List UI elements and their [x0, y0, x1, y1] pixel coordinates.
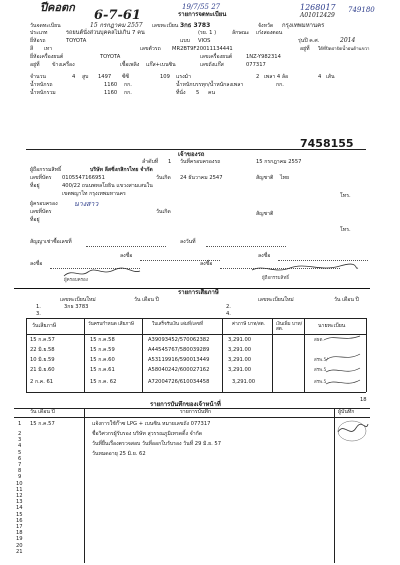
holder-addr-value: 400/22 ถนนพหลโยธิน แขวงสามเสนใน [62, 183, 153, 189]
possess-value: 15 กรกฎาคม 2557 [256, 159, 302, 165]
tax-row-4-due: 15 ก.ค.61 [90, 367, 115, 373]
tax-row-2-receipt: A44545767/580039289 [148, 347, 210, 353]
reg-date-label: วันจดทะเบียน [30, 23, 61, 29]
tax-table-bottom [26, 392, 366, 393]
holder-id-label: เลขที่บัตร [30, 175, 52, 181]
color-label: สี [30, 46, 34, 52]
tax-row-4-officer: สรพ.5 [314, 368, 327, 373]
holder-birth-label: วันเกิด [156, 175, 171, 181]
officer-entry-1-no: 1 [18, 421, 22, 427]
tire-unit: เส้น [326, 74, 335, 80]
officer-signature-stamp [320, 332, 364, 390]
tax-row-4-paid: 21 มิ.ย.60 [30, 367, 55, 373]
tax-head-tax: ค่าภาษี บาท/สต. [232, 322, 266, 327]
order-label: ลำดับที่ [142, 159, 159, 165]
officer-col-line-1 [84, 408, 85, 563]
tax-row-4-receipt: A58040242/600027162 [148, 367, 210, 373]
plate-label: เลขทะเบียน [152, 23, 179, 29]
weight-unit: กก. [124, 82, 132, 88]
signature-holder [250, 262, 360, 276]
model-label: แบบ [180, 38, 190, 44]
officer-row-no: 2 [18, 431, 22, 437]
model-year-value: 2014 [340, 37, 356, 44]
registration-section-title: รายการจดทะเบียน [178, 11, 227, 18]
tax-section-title: รายการเสียภาษี [178, 289, 219, 296]
officer-row-no: 13 [16, 499, 23, 506]
owner-id-label: เลขที่บัตร [30, 209, 52, 215]
officer-row-no: 11 [16, 486, 23, 493]
owner-label: ผู้ครอบครอง [30, 201, 58, 207]
handwritten-ref-2: 749180 [348, 6, 375, 14]
chassis-value: MR2BT9F20011134441 [172, 46, 233, 52]
tax-row-3-paid: 10 มิ.ย.59 [30, 357, 55, 363]
handwritten-ref-1: 1268017 [300, 3, 336, 12]
load-unit: กก. [276, 82, 284, 88]
tax-col-line-2 [84, 318, 85, 392]
brand-label: ยี่ห้อรถ [30, 38, 46, 44]
axle-unit: เพลา 4 ล้อ [264, 74, 289, 80]
tax-col-line-1 [26, 318, 27, 392]
engine-brand-label: ยี่ห้อเครื่องยนต์ [30, 54, 64, 60]
lien-dots [86, 246, 166, 247]
lien-date-label: ลงวันที่ [180, 239, 196, 245]
handwritten-code: 19/7/55 27 [182, 3, 221, 11]
tax-left-row-1-no: 1. [36, 304, 41, 310]
tax-row-5-paid: 2 ก.ค. 61 [30, 379, 54, 385]
chassis-label: เลขตัวรถ [140, 46, 161, 52]
cc-unit: ซีซี [122, 74, 130, 80]
tax-row-1-officer: สธต. [314, 338, 324, 343]
tax-row-2-due: 15 ก.ค.59 [90, 347, 115, 353]
tax-col-line-3 [142, 318, 143, 392]
tax-right-row-2-no: 4. [226, 311, 231, 317]
province-value: กรุงเทพมหานคร [282, 22, 325, 29]
officer-row-no: 17 [16, 524, 23, 530]
officer-col-line-2 [334, 408, 335, 563]
type-value: รถยนต์นั่งส่วนบุคคลไม่เกิน 7 คน [66, 30, 145, 36]
axle-value: 2 [256, 74, 260, 80]
officer-head-date: วัน เดือน ปี [30, 409, 55, 415]
tax-col-line-7 [366, 318, 367, 392]
sign3-role: ผู้ครอบครอง [64, 278, 88, 283]
sign1-label: ลงชื่อ [120, 253, 133, 259]
load-label: น้ำหนักบรรทุก/น้ำหนักลงเพลา [176, 82, 244, 88]
officer-head-record: รายการบันทึก [180, 409, 211, 415]
possess-label: วันที่ครอบครองรถ [180, 159, 221, 165]
document-serial: 7458155 [300, 137, 354, 150]
tax-head-officer: นายทะเบียน [318, 323, 346, 329]
weight-value: 1160 [104, 82, 118, 88]
engine-no-value: 1NZ-Y982314 [246, 54, 281, 60]
style-label: ลักษณะ [232, 30, 250, 36]
officer-table-head-bottom [14, 417, 370, 418]
officer-entry-1-line-3: วันที่ยื่นเรื่องตรวจสอบ วันที่ออกใบรับรอง วันที่ 29 มิ.ย. 57 [92, 441, 222, 447]
brand-value: TOYOTA [66, 38, 87, 44]
officer-entry-1-date: 15 ก.ค.57 [30, 421, 55, 427]
tax-row-3-receipt: A53119916/590013449 [148, 357, 210, 363]
officer-row-no: 15 [16, 511, 23, 518]
owner-divider [26, 149, 366, 150]
tax-row-3-tax: 3,291.00 [228, 357, 252, 363]
holder-addr-label: ที่อยู่ [30, 183, 40, 189]
recorder-signature [336, 418, 370, 444]
engine-no-label: เลขเครื่องยนต์ [200, 54, 233, 60]
rs-value: (รย. 1 ) [198, 30, 217, 36]
tax-row-2-paid: 22 มิ.ย.58 [30, 347, 55, 353]
tire-value: 4 [318, 74, 322, 80]
gross-unit: กก. [124, 90, 132, 96]
tax-left-row-1-plate: 3กธ 3783 [64, 304, 89, 310]
officer-section-title: รายการบันทึกของเจ้าหน้าที่ [150, 401, 221, 408]
location-label: อยู่ที่ [300, 46, 310, 52]
province-label: จังหวัด [258, 23, 274, 29]
fuel-label: เชื้อเพลิง [120, 62, 140, 68]
owner-section-title: เจ้าของรถ [178, 151, 205, 158]
tax-row-1-due: 15 ก.ค.58 [90, 337, 115, 343]
tax-row-1-paid: 15 ก.ค.57 [30, 337, 55, 343]
holder-label: ผู้ถือกรรมสิทธิ์ [30, 167, 62, 173]
owner-birth-label: วันเกิด [156, 209, 171, 215]
officer-row-no: 9 [18, 474, 22, 481]
lien-date-dots [206, 246, 286, 247]
cyl-label: จำนวน [30, 74, 46, 80]
tax-left-row-2-no: 3. [36, 311, 41, 317]
engine-brand-value: TOYOTA [100, 54, 121, 60]
holder-tel-label: โทร. [340, 193, 351, 199]
officer-row-no: 8 [18, 468, 22, 475]
model-year-label: รุ่นปี ค.ศ. [298, 38, 320, 44]
gross-label: น้ำหนักรวม [30, 90, 56, 96]
hp-unit: แรงม้า [176, 74, 191, 80]
holder-nat-label: สัญชาติ [256, 175, 274, 181]
tax-head-receipt: ใบเสร็จรับเงิน เล่มที่/เลขที่ [152, 322, 204, 327]
sign2-dots [278, 260, 368, 261]
owner-nat-label: สัญชาติ [256, 211, 274, 217]
tax-row-3-due: 15 ก.ค.60 [90, 357, 115, 363]
handwritten-date: 6-7-61 [94, 8, 141, 23]
seat-value: 5 [196, 90, 200, 96]
cyl-value: 4 [72, 74, 76, 80]
fuel-value: แก๊ส+เบนซิน [146, 62, 176, 68]
officer-row-no: 4 [18, 443, 22, 450]
owner-value: นางสาว [74, 200, 99, 208]
officer-entry-1-line-4: วันหมดอายุ 25 มิ.ย. 62 [92, 451, 146, 457]
tax-col-line-5 [272, 318, 273, 392]
tax-row-1-receipt: A39093452/570062382 [148, 337, 210, 343]
plate-value: 3กธ 3783 [180, 22, 211, 29]
officer-row-no: 16 [16, 517, 23, 524]
officer-row-no: 19 [16, 536, 23, 543]
hp-value: 109 [160, 74, 170, 80]
tax-col-line-4 [222, 318, 223, 392]
type-label: ประเภท [30, 30, 48, 36]
style-value: เก๋งสองตอน [256, 30, 283, 36]
officer-row-no: 12 [16, 493, 23, 499]
tax-col-line-6 [304, 318, 305, 392]
sign2-role: ผู้ถือกรรมสิทธิ์ [262, 276, 290, 281]
gross-value: 1160 [104, 90, 118, 96]
tax-date-col-right: วัน เดือน ปี [334, 297, 359, 303]
handwritten-ref-3: A01012429 [300, 12, 335, 19]
officer-row-no: 21 [16, 548, 23, 555]
tax-table-top [26, 318, 366, 319]
officer-row-no: 14 [16, 505, 23, 512]
order-value: 1 [168, 159, 172, 165]
tax-date-col-left: วัน เดือน ปี [134, 297, 159, 303]
cc-value: 1497 [98, 74, 112, 80]
tax-row-5-receipt: A72004726/610034458 [148, 379, 210, 385]
weight-label: น้ำหนักรถ [30, 82, 53, 88]
tax-right-row-1-no: 2. [226, 304, 231, 310]
owner-tel-label: โทร. [340, 227, 351, 233]
sign4-label: ลงชื่อ [200, 261, 213, 267]
officer-row-no: 5 [18, 449, 22, 456]
tax-row-2-tax: 3,291.00 [228, 347, 252, 353]
model-value: VIOS [198, 38, 211, 44]
tax-table-head-bottom [26, 334, 366, 335]
engine-loc-label: อยู่ที่ [30, 62, 40, 68]
officer-entry-1-line-1: แจ้งการใช้ก๊าซ LPG + เบนซิน หมายเลขถัง 077317 [92, 421, 211, 427]
holder-value: บริษัท ลีสซิ่งกสิกรไทย จำกัด [90, 167, 153, 173]
seat-unit: คน [208, 90, 216, 96]
officer-row-no: 10 [16, 480, 23, 487]
officer-row-no: 6 [18, 455, 22, 462]
officer-entry-1-line-2: ชื่อวิศวกรผู้รับรอง บริษัท สุวรรณภูมิเทรดดิ้ง จำกัด [92, 431, 203, 437]
tax-head-extra: เงินเพิ่ม บาท/สต. [276, 322, 303, 333]
officer-row-no: 7 [18, 462, 22, 468]
tax-plate-col-left: เลขทะเบียนใหม่ [60, 297, 96, 303]
tax-row-4-tax: 3,291.00 [228, 367, 252, 373]
cyl-unit: สูบ [82, 74, 89, 80]
officer-row-no: 18 [16, 530, 23, 537]
reg-date-value: 15 กรกฎาคม 2557 [90, 22, 143, 29]
color-value: เทา [44, 46, 53, 52]
tax-row-5-due: 15 ก.ค. 62 [90, 379, 117, 385]
officer-page-no: 18 [360, 397, 367, 403]
tax-head-due: วันครบกำหนด เสียภาษี [88, 322, 134, 327]
tank-value: 077317 [246, 62, 266, 68]
tax-row-5-tax: 3,291.00 [232, 379, 256, 385]
handwritten-number: ปีคอตก [40, 1, 75, 14]
sign2-label: ลงชื่อ [258, 253, 271, 259]
officer-head-recorder: ผู้บันทึก [338, 409, 355, 415]
location-value: ใต้ที่ปิดฝาปัดน้ำฝนด้านขวา [318, 47, 370, 52]
tank-label: เลขถังแก๊ส [200, 62, 224, 68]
lien-label: สัญญาเช่าซื้อเลขที่ [30, 239, 72, 245]
tax-plate-col-right: เลขทะเบียนใหม่ [258, 297, 294, 303]
officer-row-no: 3 [18, 437, 22, 444]
holder-birth-value: 24 ธันวาคม 2547 [180, 175, 223, 181]
sign3-label: ลงชื่อ [30, 261, 43, 267]
owner-addr-label: ที่อยู่ [30, 217, 40, 223]
tax-row-3-officer: สรพ.5/ [314, 358, 328, 363]
tax-head-paid: วันเสียภาษี [32, 323, 57, 329]
seat-label: ที่นั่ง [176, 90, 186, 96]
officer-row-no: 20 [16, 542, 23, 549]
tax-row-5-officer: สรพ.5 [314, 380, 327, 385]
engine-loc-value: ข้างเครื่อง [52, 62, 75, 68]
tax-row-1-tax: 3,291.00 [228, 337, 252, 343]
holder-nat-value: ไทย [280, 175, 290, 181]
holder-id-value: 0105547166951 [62, 175, 105, 181]
holder-addr-line2: เขตพญาไท กรุงเทพมหานคร [62, 191, 126, 197]
